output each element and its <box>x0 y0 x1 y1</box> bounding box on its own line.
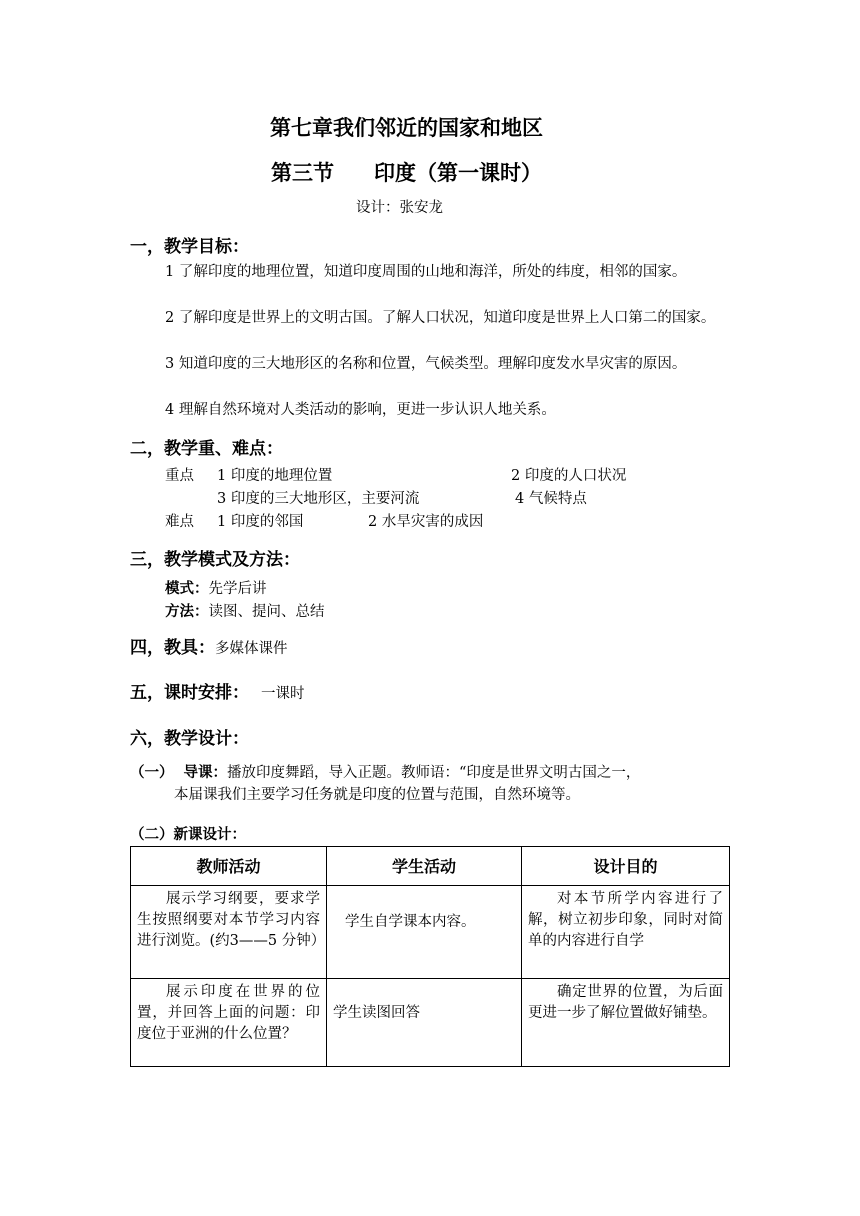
teaching-aids-line <box>130 633 288 660</box>
difficulty-2: 2 水旱灾害的成因 <box>368 514 484 530</box>
table-header-row <box>131 847 730 886</box>
teaching-aids-value: 多媒体课件 <box>215 641 288 657</box>
new-lesson-label: （二）新课设计： <box>130 827 246 843</box>
key-point-4: 4 气候特点 <box>515 491 587 507</box>
header-design-purpose: 设计目的 <box>522 847 730 886</box>
section-topic: 印度（第一课时） <box>374 161 542 185</box>
student-activity-cell: 学生自学课本内容。 <box>327 886 522 979</box>
method-line <box>165 601 325 623</box>
difficulty-label: 难点 <box>165 514 194 530</box>
key-point-1: 1 印度的地理位置 <box>217 468 333 484</box>
heading-key-points: 二，教学重、难点： <box>130 439 283 459</box>
intro-label: 导课： <box>183 765 227 781</box>
key-point-2: 2 印度的人口状况 <box>511 468 627 484</box>
method-value: 读图、提问、总结 <box>208 604 325 620</box>
design-purpose-cell: 确定世界的位置，为后面更进一步了解位置做好铺垫。 <box>522 979 730 1067</box>
key-point-3: 3 印度的三大地形区，主要河流 <box>217 491 420 507</box>
heading-mode-method: 三，教学模式及方法： <box>130 550 300 570</box>
lesson-design-table <box>130 846 730 1067</box>
heading-schedule: 五，课时安排： <box>130 683 249 703</box>
student-activity-cell: 学生读图回答 <box>327 979 522 1067</box>
table-row <box>131 886 730 979</box>
teacher-activity-cell: 展示印度在世界的位置，并回答上面的问题：印度位于亚洲的什么位置？ <box>131 979 327 1067</box>
heading-teaching-aids: 四，教具： <box>130 638 215 658</box>
key-label: 重点 <box>165 468 194 484</box>
design-purpose-cell: 对本节所学内容进行了解，树立初步印象，同时对简单的内容进行自学 <box>522 886 730 979</box>
objective-2: 2 了解印度是世界上的文明古国。了解人口状况，知道印度是世界上人口第二的国家。 <box>165 310 716 326</box>
schedule-line <box>130 678 305 705</box>
objective-4: 4 理解自然环境对人类活动的影响，更进一步认识人地关系。 <box>165 402 556 418</box>
header-student-activity: 学生活动 <box>327 847 522 886</box>
mode-value: 先学后讲 <box>208 581 267 597</box>
section-number: 第三节 <box>271 161 334 185</box>
intro-text-1: 播放印度舞蹈，导入正题。教师语：“印度是世界文明古国之一， <box>227 765 641 781</box>
table-row <box>131 979 730 1067</box>
intro-number: （一） <box>130 765 174 781</box>
heading-design: 六，教学设计： <box>130 729 249 749</box>
document-title: 第七章我们邻近的国家和地区 <box>270 116 543 140</box>
objective-3: 3 知道印度的三大地形区的名称和位置，气候类型。理解印度发水旱灾害的原因。 <box>165 356 687 372</box>
objective-1: 1 了解印度的地理位置，知道印度周围的山地和海洋，所处的纬度，相邻的国家。 <box>165 264 687 280</box>
intro-text-2: 本届课我们主要学习任务就是印度的位置与范围，自然环境等。 <box>174 787 580 803</box>
header-teacher-activity: 教师活动 <box>131 847 327 886</box>
method-label: 方法： <box>165 604 209 620</box>
heading-objectives: 一，教学目标： <box>130 237 249 257</box>
mode-line <box>165 578 267 600</box>
difficulty-1: 1 印度的邻国 <box>217 514 304 530</box>
teacher-activity-cell: 展示学习纲要，要求学生按照纲要对本节学习内容进行浏览。(约3——5 分钟） <box>131 886 327 979</box>
intro-line-1 <box>130 762 640 784</box>
designer-credit: 设计：张安龙 <box>356 200 443 216</box>
schedule-value: 一课时 <box>261 686 305 702</box>
mode-label: 模式： <box>165 581 209 597</box>
